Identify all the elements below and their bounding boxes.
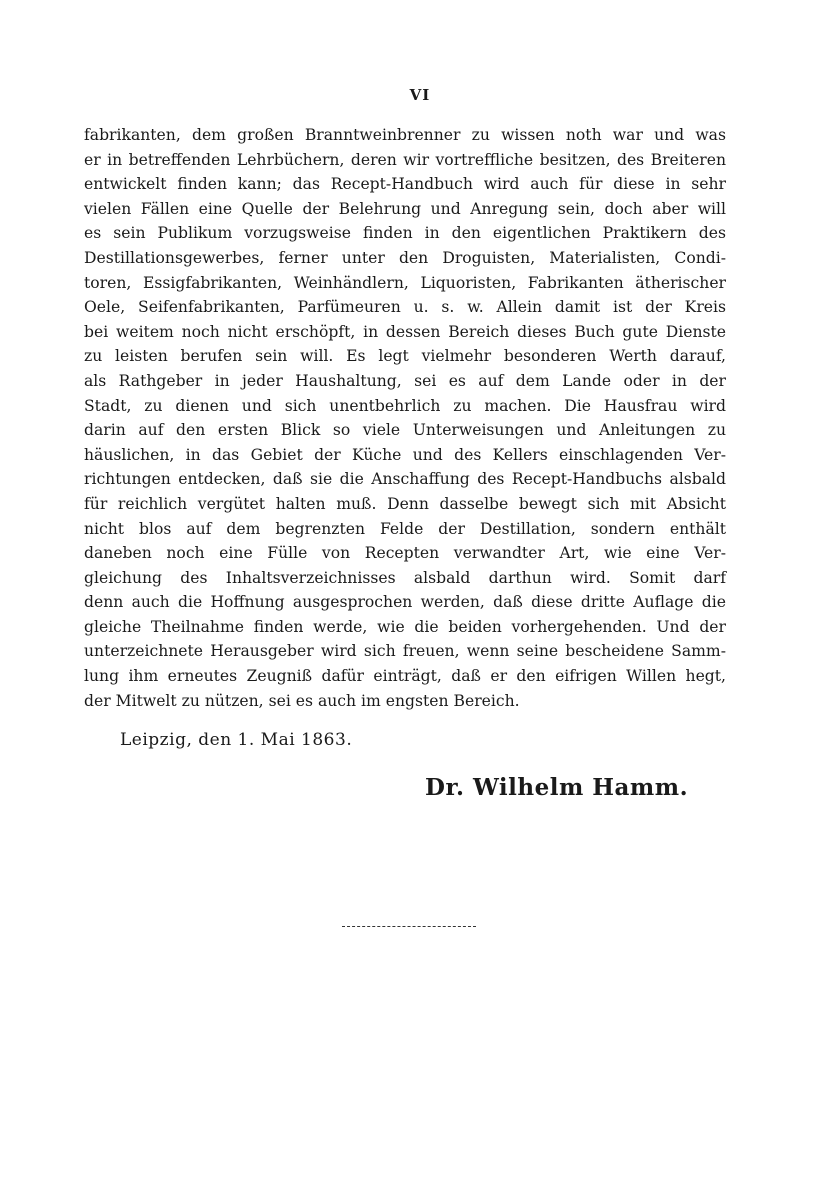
body-text (84, 123, 726, 713)
text-line: lung ihm erneutes Zeugniß dafür einträgt, daß er den eifrigen Willen hegt, (84, 667, 726, 686)
text-line: als Rathgeber in jeder Haushaltung, sei es auf dem Lande oder in der (84, 371, 726, 390)
text-line: Oele, Seifenfabrikanten, Parfümeuren u. s. w. Allein damit ist der Kreis (84, 298, 726, 317)
text-line: Stadt, zu dienen und sich unentbehrlich zu machen. Die Hausfrau wird (84, 396, 726, 415)
text-line: darin auf den ersten Blick so viele Unterweisungen und Anleitungen zu (84, 421, 726, 440)
end-rule (342, 926, 476, 927)
text-line: entwickelt finden kann; das Recept-Handbuch wird auch für diese in sehr (84, 175, 726, 194)
text-line: vielen Fällen eine Quelle der Belehrung und Anregung sein, doch aber will (84, 199, 726, 218)
text-line: denn auch die Hoffnung ausgesprochen werden, daß diese dritte Auflage die (84, 593, 726, 612)
text-line: Destillationsgewerbes, ferner unter den Droguisten, Materialisten, Condi- (84, 248, 726, 267)
signature: Dr. Wilhelm Hamm. (425, 774, 689, 801)
text-line: daneben noch eine Fülle von Recepten verwandter Art, wie eine Ver- (84, 544, 726, 563)
text-line: nicht blos auf dem begrenzten Felde der Destillation, sondern enthält (84, 519, 726, 538)
text-line: es sein Publikum vorzugsweise finden in den eigentlichen Praktikern des (84, 224, 726, 243)
text-line: toren, Essigfabrikanten, Weinhändlern, Liquoristen, Fabrikanten ätherischer (84, 273, 726, 292)
text-line: gleiche Theilnahme finden werde, wie die beiden vorhergehenden. Und der (84, 617, 726, 636)
text-line: er in betreffenden Lehrbüchern, deren wir vortreffliche besitzen, des Breiteren (84, 150, 726, 169)
text-line: zu leisten berufen sein will. Es legt vielmehr besonderen Werth darauf, (84, 347, 726, 366)
text-line: für reichlich vergütet halten muß. Denn dasselbe bewegt sich mit Absicht (84, 494, 726, 513)
text-line: bei weitem noch nicht erschöpft, in dessen Bereich dieses Buch gute Dienste (84, 322, 726, 341)
text-line: gleichung des Inhaltsverzeichnisses alsbald darthun wird. Somit darf (84, 568, 726, 587)
dateline: Leipzig, den 1. Mai 1863. (120, 730, 353, 750)
text-line: der Mitwelt zu nützen, sei es auch im engsten Bereich. (84, 691, 520, 710)
text-line: unterzeichnete Herausgeber wird sich freuen, wenn seine bescheidene Samm- (84, 642, 726, 661)
text-line: fabrikanten, dem großen Branntweinbrenner zu wissen noth war und was (84, 126, 726, 144)
text-line: richtungen entdecken, daß sie die Anschaffung des Recept-Handbuchs alsbald (84, 470, 726, 489)
page-number: VI (409, 86, 431, 104)
text-line: häuslichen, in das Gebiet der Küche und des Kellers einschlagenden Ver- (84, 445, 726, 464)
